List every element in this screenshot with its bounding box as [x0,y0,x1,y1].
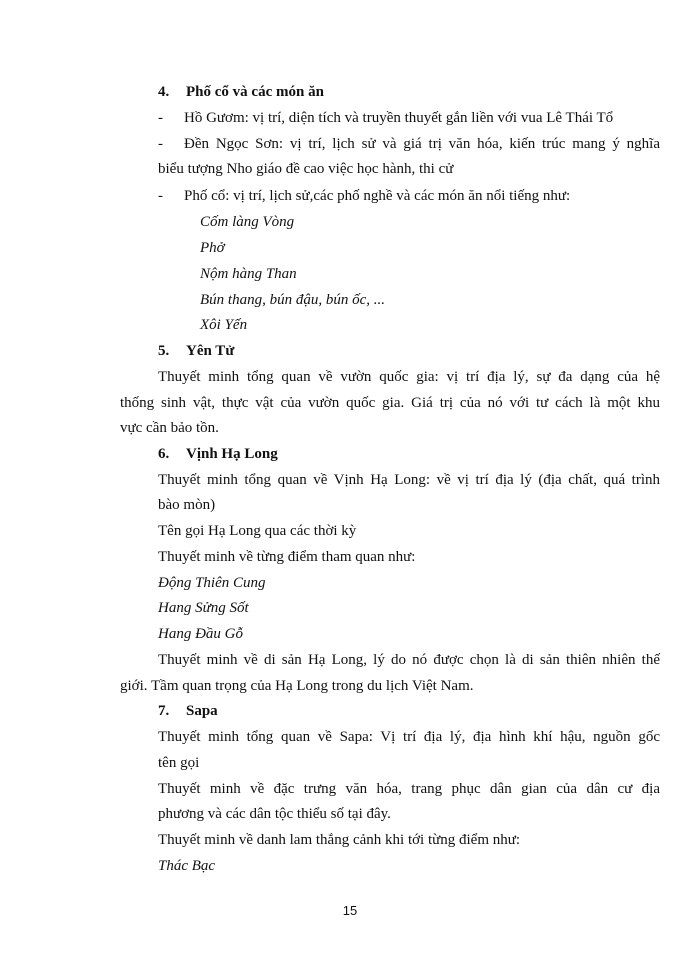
paragraph-line: Tên gọi Hạ Long qua các thời kỳ [158,523,357,539]
dish-item: Bún thang, bún đậu, bún ốc, ... [200,292,385,308]
paragraph-line: tên gọi [158,755,200,771]
paragraph-line: Thuyết minh tổng quan về Vịnh Hạ Long: về vị trí địa lý (địa chất, quá trình [158,472,660,488]
dish-item: Xôi Yến [200,317,248,333]
paragraph-line: thống sinh vật, thực vật của vườn quốc gia. Giá trị của nó với tư cách là một khu [120,395,660,411]
paragraph-line: phương và các dân tộc thiểu số tại đây. [158,806,391,822]
dish-item: Nộm hàng Than [200,266,297,282]
page-number: 15 [342,903,358,918]
document-page: 4. Phố cổ và các món ăn - Hồ Gươm: vị trí, diện tích và truyền thuyết gắn liền với vua Lê Thái Tổ - Đền Ngọc Sơn: vị trí, lịch sử và giá trị văn hóa, kiến trúc mang ý nghĩa biểu tượng Nho giáo đề cao việc học hành, thi cử - Phố cổ: vị trí, lịch sử,các phố nghề và các món ăn nổi tiếng như: Cốm làng Vòng Phở Nộm hàng Than Bún thang, bún đậu, bún ốc, ... Xôi Yến 5. Yên Tử Thuyết minh tổng quan về vườn quốc gia: vị trí địa lý, sự đa dạng của hệ thống sinh vật, thực vật của vườn quốc gia. Giá trị của nó với tư cách là một khu vực cần bảo tồn. 6. Vịnh Hạ Long Thuyết minh tổng quan về Vịnh Hạ Long: về vị trí địa lý (địa chất, quá trình bào mòn) Tên gọi Hạ Long qua các thời kỳ Thuyết minh về từng điểm tham quan như: Động Thiên Cung Hang Sửng Sốt Hang Đầu Gỗ Thuyết minh về di sản Hạ Long, lý do nó được chọn là di sản thiên nhiên thế giới. Tầm quan trọng của Hạ Long trong du lịch Việt Nam. 7. Sapa Thuyết minh tổng quan về Sapa: Vị trí địa lý, địa hình khí hậu, nguồn gốc tên gọi Thuyết minh về đặc trưng văn hóa, trang phục dân gian của dân cư địa phương và các dân tộc thiểu số tại đây. Thuyết minh về danh lam thắng cảnh khi tới từng điểm như: Thác Bạc 15 [0,0,700,960]
bullet-continuation: biểu tượng Nho giáo đề cao việc học hành, thi cử [158,161,454,177]
spot-item: Hang Đầu Gỗ [158,626,243,642]
spot-item: Hang Sửng Sốt [158,600,249,616]
dish-item: Cốm làng Vòng [200,214,295,230]
paragraph-line: bào mòn) [158,497,216,513]
paragraph-line: Thuyết minh về từng điểm tham quan như: [158,549,416,565]
paragraph-line: vực cần bảo tồn. [120,420,219,436]
paragraph-line: Thuyết minh về đặc trưng văn hóa, trang phục dân gian của dân cư địa [158,781,660,797]
paragraph-line: Thuyết minh tổng quan về Sapa: Vị trí địa lý, địa hình khí hậu, nguồn gốc [158,729,660,745]
spot-item: Thác Bạc [158,858,216,874]
paragraph-line: Thuyết minh về di sản Hạ Long, lý do nó được chọn là di sản thiên nhiên thế [158,652,660,668]
dish-item: Phở [200,240,225,256]
paragraph-line: Thuyết minh về danh lam thắng cảnh khi tới từng điểm như: [158,832,521,848]
spot-item: Động Thiên Cung [158,575,266,591]
paragraph-line: giới. Tầm quan trọng của Hạ Long trong du lịch Việt Nam. [120,678,474,694]
paragraph-line: Thuyết minh tổng quan về vườn quốc gia: vị trí địa lý, sự đa dạng của hệ [158,369,660,385]
